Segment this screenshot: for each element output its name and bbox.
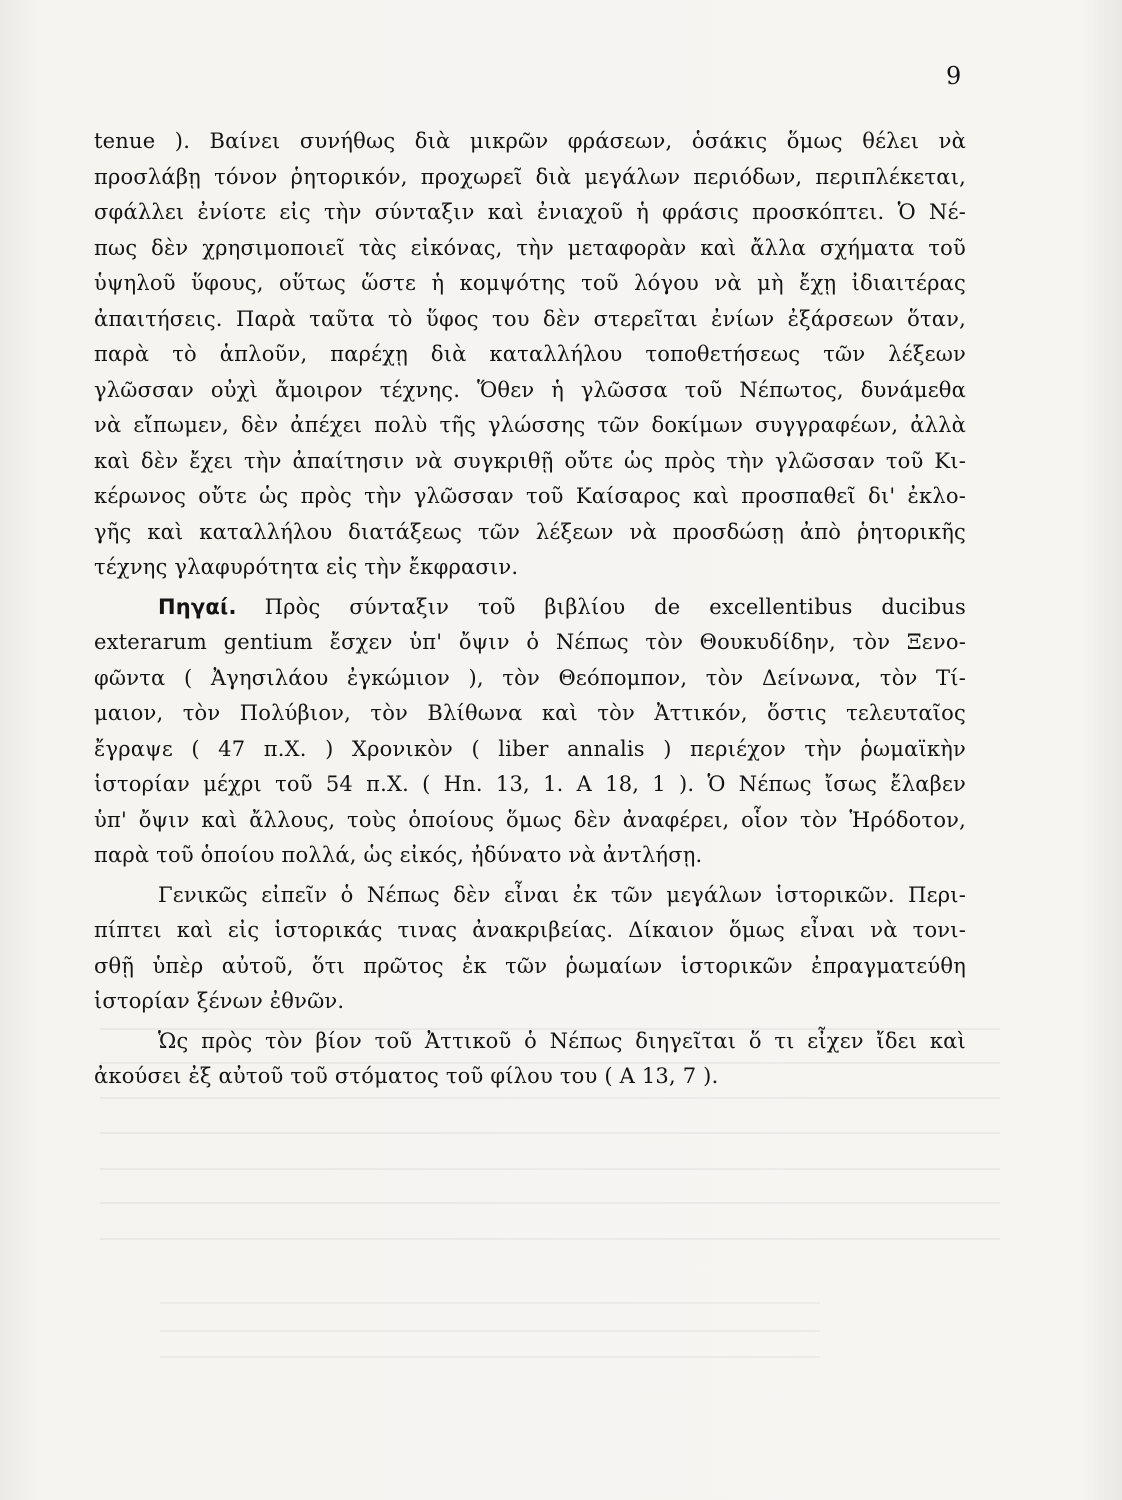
text-line: ἀπαιτήσεις. Παρὰ ταῦτα τὸ ὕφος του δὲν στερεῖται ἐνίων ἐξάρσεων ὅταν,	[94, 306, 966, 331]
text-line: πίπτει καὶ εἰς ἱστορικάς τινας ἀνακριβείας. Δίκαιον ὅμως εἶναι νὰ τονι-	[94, 918, 966, 942]
show-through-line	[160, 1302, 820, 1304]
text-line: Ὡς πρὸς τὸν βίον τοῦ Ἀττικοῦ ὁ Νέπως διηγεῖται ὅ τι εἶχεν ἴδει καὶ	[158, 1028, 966, 1053]
text-line: Γενικῶς εἰπεῖν ὁ Νέπως δὲν εἶναι ἐκ τῶν μεγάλων ἱστορικῶν. Περι-	[158, 882, 966, 907]
text-line: παρὰ τὸ ἁπλοῦν, παρέχῃ διὰ καταλλήλου τοποθετήσεως τῶν λέξεων	[94, 342, 966, 366]
text-line: σθῇ ὑπὲρ αὐτοῦ, ὅτι πρῶτος ἐκ τῶν ῥωμαίων ἱστορικῶν ἐπραγματεύθη	[94, 953, 966, 978]
text-line: σφάλλει ἐνίοτε εἰς τὴν σύνταξιν καὶ ἐνιαχοῦ ἡ φράσις προσκόπτει. Ὁ Νέ-	[94, 200, 966, 224]
text-line: γῆς καὶ καταλλήλου διατάξεως τῶν λέξεων νὰ προσδώσῃ ἀπὸ ῥητορικῆς	[94, 519, 966, 544]
page-number: 9	[946, 62, 962, 90]
show-through-line	[100, 1097, 1000, 1099]
text-line	[94, 590, 966, 626]
text-line: ἱστορίαν μέχρι τοῦ 54 π.Χ. ( Hn. 13, 1. A 18, 1 ). Ὁ Νέπως ἴσως ἔλαβεν	[94, 772, 966, 796]
show-through-line	[160, 1356, 820, 1358]
text-line: γλῶσσαν οὐχὶ ἄμοιρον τέχνης. Ὅθεν ἡ γλῶσσα τοῦ Νέπωτος, δυνάμεθα	[94, 377, 966, 402]
text-line: παρὰ τοῦ ὁποίου πολλά, ὡς εἰκός, ἠδύνατο νὰ ἀντλήσῃ.	[94, 843, 703, 867]
show-through-line	[160, 1330, 820, 1332]
text-line: ἱστορίαν ξένων ἐθνῶν.	[94, 989, 345, 1013]
show-through-line	[100, 1238, 1000, 1240]
text-line: κέρωνος οὔτε ὡς πρὸς τὴν γλῶσσαν τοῦ Καίσαρος καὶ προσπαθεῖ δι' ἐκλο-	[94, 484, 966, 508]
text-line: προσλάβῃ τόνον ῥητορικόν, προχωρεῖ διὰ μεγάλων περιόδων, περιπλέκεται,	[94, 164, 966, 189]
body-text	[94, 124, 966, 1095]
paragraph-style	[94, 124, 966, 586]
paragraph-atticus	[94, 1024, 966, 1095]
paragraph-sources	[94, 590, 966, 874]
text-line: tenue ). Βαίνει συνήθως διὰ μικρῶν φράσεων, ὁσάκις ὅμως θέλει νὰ	[94, 129, 966, 153]
text-line: καὶ δὲν ἔχει τὴν ἀπαίτησιν νὰ συγκριθῇ οὔτε ὡς πρὸς τὴν γλῶσσαν τοῦ Κι-	[94, 448, 966, 473]
text-line: ἀκούσει ἐξ αὐτοῦ τοῦ στόματος τοῦ φίλου του ( A 13, 7 ).	[94, 1064, 719, 1088]
paragraph-assessment	[94, 878, 966, 1020]
text-line: ὑπ' ὄψιν καὶ ἄλλους, τοὺς ὁποίους ὅμως δὲν ἀναφέρει, οἷον τὸν Ἡρόδοτον,	[94, 807, 966, 832]
first-line-text: Πρὸς σύνταξιν τοῦ βιβλίου de excellentibus ducibus	[264, 594, 966, 619]
text-line: ἔγραψε ( 47 π.Χ. ) Χρονικὸν ( liber annalis ) περιέχον τὴν ῥωμαϊκὴν	[94, 736, 966, 761]
show-through-line	[100, 1202, 1000, 1204]
text-line: πως δὲν χρησιμοποιεῖ τὰς εἰκόνας, τὴν μεταφορὰν καὶ ἄλλα σχήματα τοῦ	[94, 235, 966, 260]
text-line: φῶντα ( Ἀγησιλάου ἐγκώμιον ), τὸν Θεόπομπον, τὸν Δείνωνα, τὸν Τί-	[94, 665, 966, 690]
text-line: ὑψηλοῦ ὕφους, οὕτως ὥστε ἡ κομψότης τοῦ λόγου νὰ μὴ ἔχῃ ἰδιαιτέρας	[94, 271, 966, 295]
text-line: τέχνης γλαφυρότητα εἰς τὴν ἔκφρασιν.	[94, 555, 519, 579]
show-through-line	[100, 1132, 1000, 1134]
section-heading-sources: Πηγαί.	[158, 594, 237, 619]
text-line: exterarum gentium ἔσχεν ὑπ' ὄψιν ὁ Νέπως τὸν Θουκυδίδην, τὸν Ξενο-	[94, 630, 966, 654]
show-through-line	[100, 1168, 1000, 1170]
text-line: μαιον, τὸν Πολύβιον, τὸν Βλίθωνα καὶ τὸν Ἀττικόν, ὅστις τελευταῖος	[94, 701, 966, 725]
text-line: νὰ εἴπωμεν, δὲν ἀπέχει πολὺ τῆς γλώσσης τῶν δοκίμων συγγραφέων, ἀλλὰ	[94, 413, 966, 437]
